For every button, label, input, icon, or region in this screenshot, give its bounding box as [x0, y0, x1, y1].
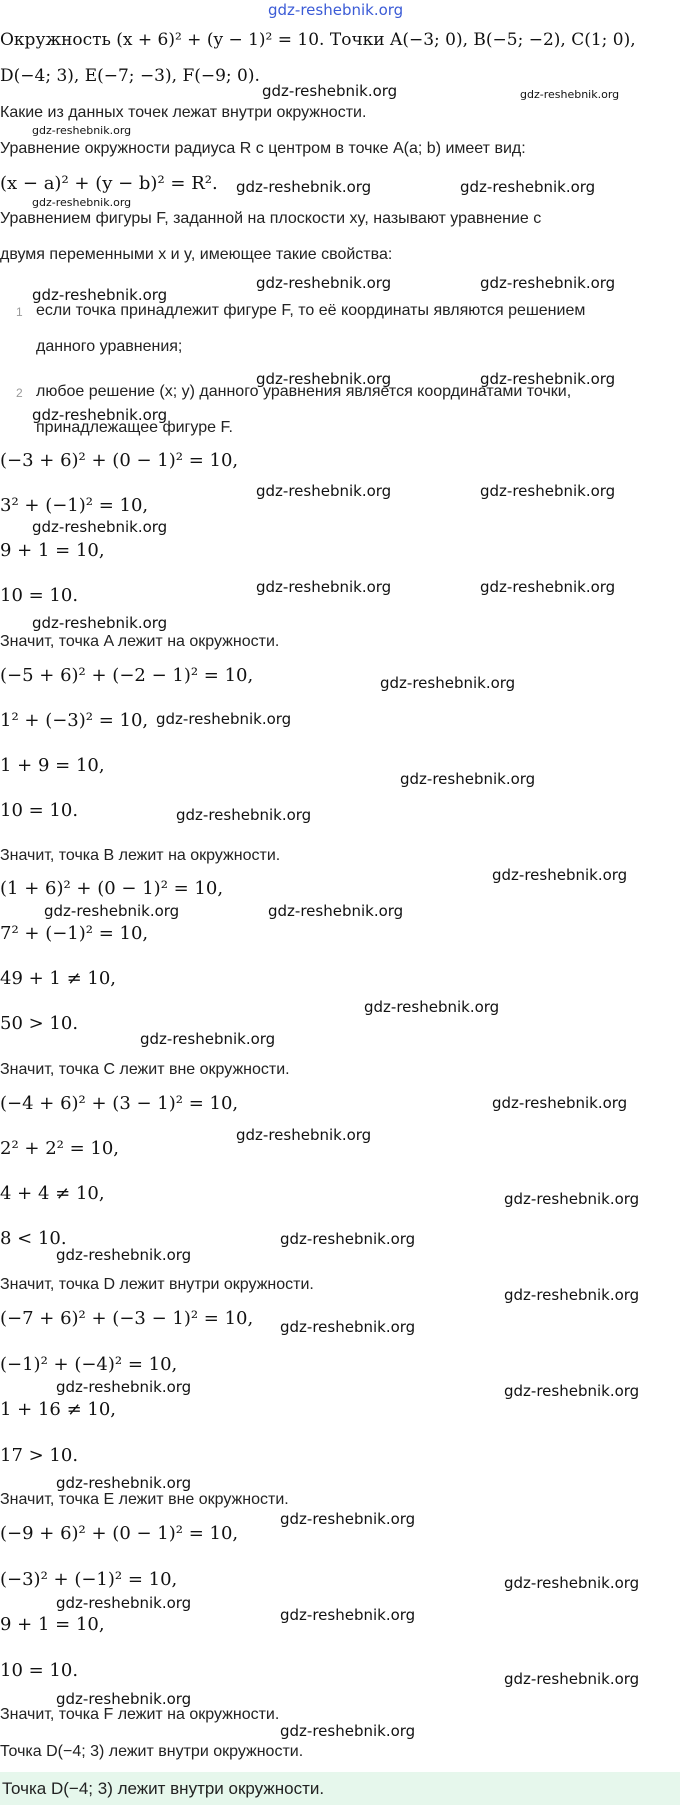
- watermark: gdz-reshebnik.org: [236, 1126, 372, 1144]
- conclusion-c: Значит, точка C лежит вне окружности.: [0, 1061, 290, 1078]
- watermark: gdz-reshebnik.org: [140, 1030, 276, 1048]
- calc-d-line-4: 8 < 10.: [0, 1228, 67, 1249]
- watermark: gdz-reshebnik.org: [280, 1510, 416, 1528]
- calc-c-line-3: 49 + 1 ≠ 10,: [0, 968, 117, 989]
- calc-c-line-1: (1 + 6)² + (0 − 1)² = 10,: [0, 878, 224, 899]
- calc-c-line-4: 50 > 10.: [0, 1013, 79, 1034]
- watermark: gdz-reshebnik.org: [504, 1574, 640, 1592]
- watermark: gdz-reshebnik.org: [268, 902, 404, 920]
- calc-a-line-3: 9 + 1 = 10,: [0, 540, 105, 561]
- watermark: gdz-reshebnik.org: [256, 274, 392, 292]
- answer-box: [0, 1772, 680, 1805]
- watermark: gdz-reshebnik.org: [504, 1190, 640, 1208]
- watermark-top: gdz-reshebnik.org: [268, 1, 404, 19]
- watermark: gdz-reshebnik.org: [56, 1690, 192, 1708]
- watermark: gdz-reshebnik.org: [176, 806, 312, 824]
- answer-text: Точка D(−4; 3) лежит внутри окружности.: [2, 1779, 325, 1798]
- calc-f-line-4: 10 = 10.: [0, 1660, 79, 1681]
- watermark: gdz-reshebnik.org: [44, 902, 180, 920]
- list-item-1-line-1: если точка принадлежит фигуре F, то её координаты являются решением: [36, 302, 586, 319]
- watermark: gdz-reshebnik.org: [32, 196, 132, 209]
- problem-line-2: D(−4; 3), E(−7; −3), F(−9; 0).: [0, 66, 260, 86]
- list-item-2-line-2: принадлежащее фигуре F.: [36, 419, 233, 436]
- calc-a-line-2: 3² + (−1)² = 10,: [0, 495, 149, 516]
- calc-f-line-1: (−9 + 6)² + (0 − 1)² = 10,: [0, 1523, 239, 1544]
- list-number-1: 1: [16, 305, 23, 319]
- calc-e-line-2: (−1)² + (−4)² = 10,: [0, 1354, 178, 1375]
- watermark: gdz-reshebnik.org: [280, 1722, 416, 1740]
- calc-b-line-2: 1² + (−3)² = 10,: [0, 710, 149, 731]
- calc-f-line-2: (−3)² + (−1)² = 10,: [0, 1569, 178, 1590]
- watermark: gdz-reshebnik.org: [480, 578, 616, 596]
- calc-a-line-1: (−3 + 6)² + (0 − 1)² = 10,: [0, 450, 239, 471]
- problem-line-1: Окружность (x + 6)² + (y − 1)² = 10. Точки A(−3; 0), B(−5; −2), C(1; 0),: [0, 30, 636, 50]
- conclusion-f: Значит, точка F лежит на окружности.: [0, 1706, 280, 1723]
- calc-d-line-1: (−4 + 6)² + (3 − 1)² = 10,: [0, 1093, 239, 1114]
- watermark: gdz-reshebnik.org: [504, 1670, 640, 1688]
- watermark: gdz-reshebnik.org: [32, 518, 168, 536]
- watermark: gdz-reshebnik.org: [256, 370, 392, 388]
- watermark: gdz-reshebnik.org: [480, 370, 616, 388]
- watermark: gdz-reshebnik.org: [32, 614, 168, 632]
- watermark: gdz-reshebnik.org: [492, 1094, 628, 1112]
- theory-def-line-1: Уравнением фигуры F, заданной на плоскости xy, называют уравнение с: [0, 210, 542, 227]
- watermark: gdz-reshebnik.org: [256, 578, 392, 596]
- final-statement: Точка D(−4; 3) лежит внутри окружности.: [0, 1743, 304, 1760]
- watermark: gdz-reshebnik.org: [56, 1378, 192, 1396]
- watermark: gdz-reshebnik.org: [364, 998, 500, 1016]
- conclusion-d: Значит, точка D лежит внутри окружности.: [0, 1276, 314, 1293]
- conclusion-b: Значит, точка B лежит на окружности.: [0, 847, 281, 864]
- calc-b-line-3: 1 + 9 = 10,: [0, 755, 105, 776]
- list-number-2: 2: [16, 386, 23, 400]
- list-item-1-line-2: данного уравнения;: [36, 338, 183, 355]
- list-item-2-line-1: любое решение (x; y) данного уравнения является координатами точки,: [36, 383, 572, 400]
- calc-e-line-3: 1 + 16 ≠ 10,: [0, 1399, 117, 1420]
- theory-formula: (x − a)² + (y − b)² = R².: [0, 173, 218, 194]
- watermark: gdz-reshebnik.org: [280, 1318, 416, 1336]
- watermark: gdz-reshebnik.org: [520, 88, 620, 101]
- watermark: gdz-reshebnik.org: [262, 82, 398, 100]
- watermark: gdz-reshebnik.org: [280, 1606, 416, 1624]
- watermark: gdz-reshebnik.org: [460, 178, 596, 196]
- watermark: gdz-reshebnik.org: [156, 710, 292, 728]
- calc-b-line-4: 10 = 10.: [0, 800, 79, 821]
- theory-def-line-2: двумя переменными x и y, имеющее такие свойства:: [0, 246, 393, 263]
- calc-b-line-1: (−5 + 6)² + (−2 − 1)² = 10,: [0, 665, 254, 686]
- watermark: gdz-reshebnik.org: [32, 124, 132, 137]
- calc-e-line-4: 17 > 10.: [0, 1445, 79, 1466]
- watermark: gdz-reshebnik.org: [480, 274, 616, 292]
- watermark: gdz-reshebnik.org: [492, 866, 628, 884]
- conclusion-e: Значит, точка E лежит вне окружности.: [0, 1491, 289, 1508]
- watermark: gdz-reshebnik.org: [32, 286, 168, 304]
- calc-f-line-3: 9 + 1 = 10,: [0, 1614, 105, 1635]
- calc-d-line-3: 4 + 4 ≠ 10,: [0, 1183, 105, 1204]
- calc-c-line-2: 7² + (−1)² = 10,: [0, 923, 149, 944]
- theory-intro: Уравнение окружности радиуса R с центром в точке A(a; b) имеет вид:: [0, 140, 526, 157]
- watermark: gdz-reshebnik.org: [504, 1286, 640, 1304]
- conclusion-a: Значит, точка A лежит на окружности.: [0, 633, 280, 650]
- watermark: gdz-reshebnik.org: [504, 1382, 640, 1400]
- watermark: gdz-reshebnik.org: [56, 1474, 192, 1492]
- watermark: gdz-reshebnik.org: [236, 178, 372, 196]
- problem-question: Какие из данных точек лежат внутри окружности.: [0, 104, 367, 121]
- watermark: gdz-reshebnik.org: [380, 674, 516, 692]
- watermark: gdz-reshebnik.org: [280, 1230, 416, 1248]
- watermark: gdz-reshebnik.org: [400, 770, 536, 788]
- calc-a-line-4: 10 = 10.: [0, 585, 79, 606]
- calc-e-line-1: (−7 + 6)² + (−3 − 1)² = 10,: [0, 1308, 254, 1329]
- watermark: gdz-reshebnik.org: [480, 482, 616, 500]
- calc-d-line-2: 2² + 2² = 10,: [0, 1138, 120, 1159]
- watermark: gdz-reshebnik.org: [56, 1246, 192, 1264]
- watermark: gdz-reshebnik.org: [256, 482, 392, 500]
- watermark: gdz-reshebnik.org: [32, 406, 168, 424]
- watermark: gdz-reshebnik.org: [56, 1594, 192, 1612]
